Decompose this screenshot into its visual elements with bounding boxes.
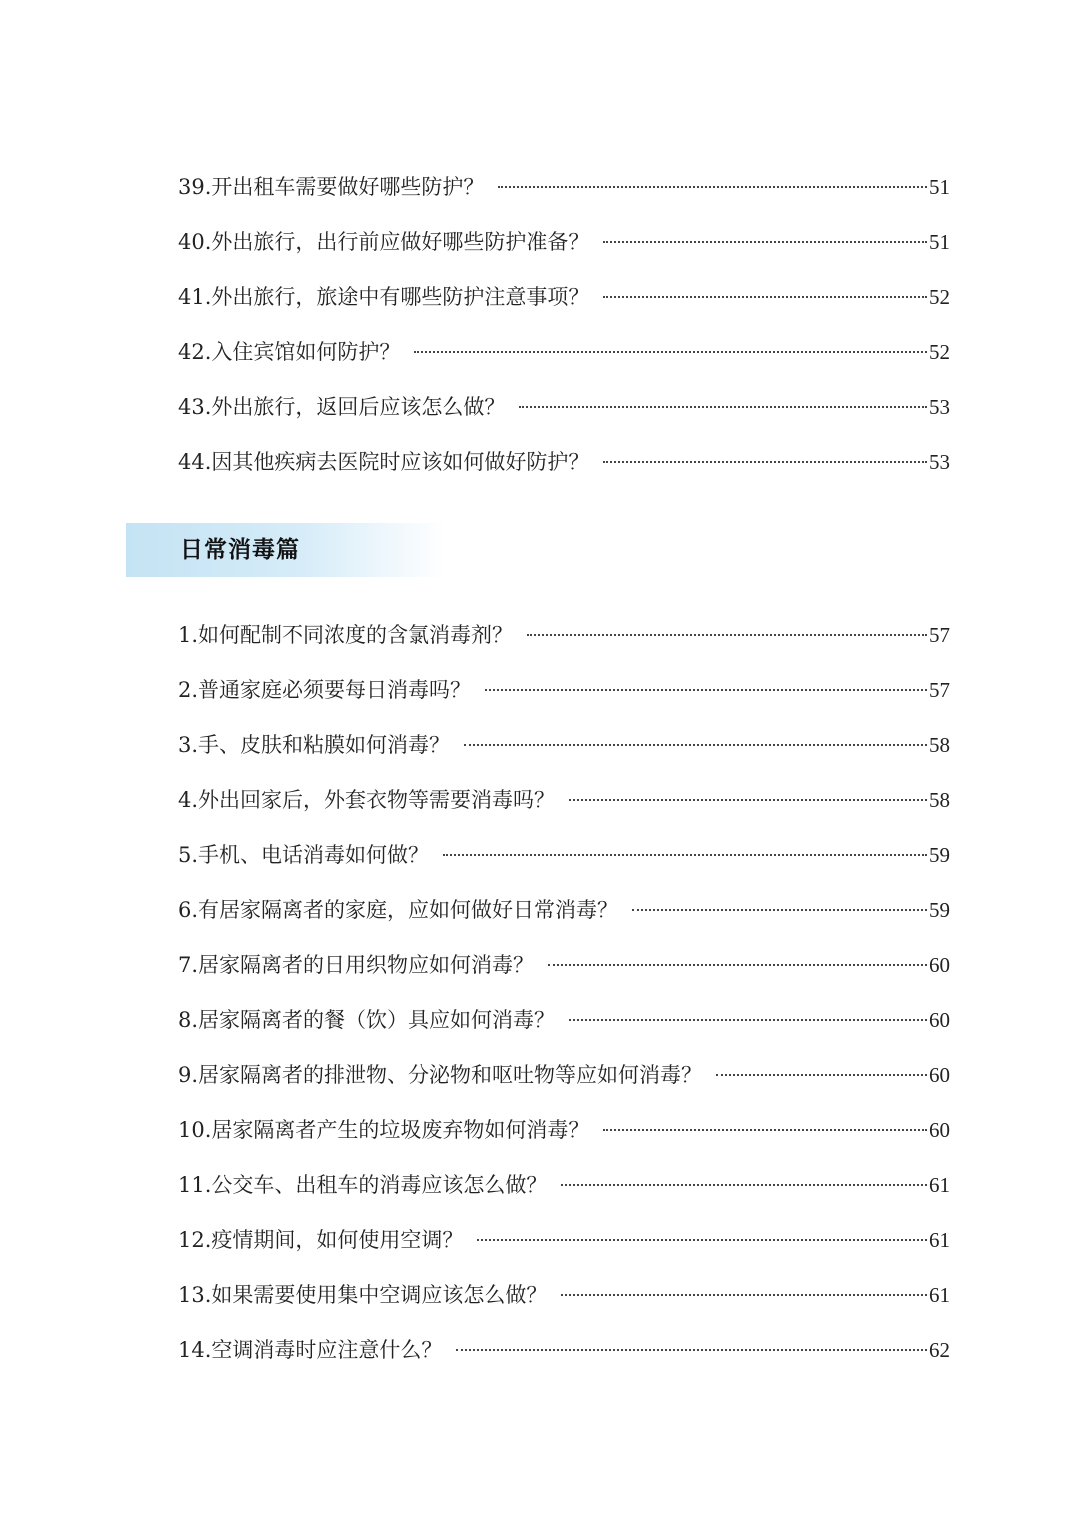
toc-entry[interactable]	[178, 608, 950, 663]
toc-entry-page-number: 60	[929, 1008, 950, 1032]
toc-entry[interactable]	[178, 828, 950, 883]
toc-entry-title: 2.普通家庭必须要每日消毒吗？	[178, 678, 472, 702]
section-banner	[126, 523, 446, 577]
toc-entry-page-number: 60	[929, 1118, 950, 1142]
toc-entry-title: 41.外出旅行，旅途中有哪些防护注意事项？	[178, 285, 590, 309]
toc-entry-page-number: 60	[929, 953, 950, 977]
dot-leader	[414, 351, 927, 353]
dot-leader	[477, 1239, 927, 1241]
toc-entry-page-number: 59	[929, 843, 950, 867]
toc-entry-page-number: 62	[929, 1338, 950, 1362]
toc-entry-page-number: 60	[929, 1063, 950, 1087]
toc-entry[interactable]	[178, 1213, 950, 1268]
dot-leader	[603, 241, 927, 243]
toc-entry-page-number: 57	[929, 678, 950, 702]
toc-entry-title: 42.入住宾馆如何防护？	[178, 340, 401, 364]
toc-entry-page-number: 51	[929, 230, 950, 254]
toc-entry-title: 44.因其他疾病去医院时应该如何做好防护？	[178, 450, 590, 474]
toc-list-continued	[178, 160, 950, 490]
toc-entry-page-number: 53	[929, 395, 950, 419]
toc-entry-title: 3.手、皮肤和粘膜如何消毒？	[178, 733, 451, 757]
dot-leader	[527, 634, 927, 636]
dot-leader	[548, 964, 927, 966]
toc-entry[interactable]	[178, 663, 950, 718]
toc-entry-title: 5.手机、电话消毒如何做？	[178, 843, 430, 867]
toc-entry[interactable]	[178, 938, 950, 993]
toc-entry-title: 43.外出旅行，返回后应该怎么做？	[178, 395, 506, 419]
dot-leader	[561, 1294, 927, 1296]
dot-leader	[498, 186, 927, 188]
toc-entry-title: 6.有居家隔离者的家庭，应如何做好日常消毒？	[178, 898, 619, 922]
dot-leader	[519, 406, 927, 408]
toc-entry[interactable]	[178, 1103, 950, 1158]
dot-leader	[443, 854, 927, 856]
toc-entry-page-number: 57	[929, 623, 950, 647]
toc-entry-title: 39.开出租车需要做好哪些防护？	[178, 175, 485, 199]
toc-entry-title: 11.公交车、出租车的消毒应该怎么做？	[178, 1173, 548, 1197]
toc-entry-page-number: 53	[929, 450, 950, 474]
toc-entry[interactable]	[178, 718, 950, 773]
toc-entry[interactable]	[178, 270, 950, 325]
dot-leader	[485, 689, 927, 691]
toc-entry-page-number: 51	[929, 175, 950, 199]
toc-entry-title: 40.外出旅行，出行前应做好哪些防护准备？	[178, 230, 590, 254]
dot-leader	[569, 1019, 927, 1021]
dot-leader	[716, 1074, 927, 1076]
toc-entry-title: 8.居家隔离者的餐（饮）具应如何消毒？	[178, 1008, 556, 1032]
toc-entry-title: 7.居家隔离者的日用织物应如何消毒？	[178, 953, 535, 977]
toc-entry-page-number: 61	[929, 1283, 950, 1307]
toc-entry[interactable]	[178, 1158, 950, 1213]
toc-entry[interactable]	[178, 435, 950, 490]
toc-entry-title: 1.如何配制不同浓度的含氯消毒剂？	[178, 623, 514, 647]
section-title: 日常消毒篇	[180, 537, 300, 563]
toc-entry-page-number: 61	[929, 1173, 950, 1197]
toc-entry[interactable]	[178, 380, 950, 435]
dot-leader	[603, 296, 927, 298]
dot-leader	[569, 799, 927, 801]
dot-leader	[632, 909, 927, 911]
dot-leader	[561, 1184, 927, 1186]
toc-entry-title: 13.如果需要使用集中空调应该怎么做？	[178, 1283, 548, 1307]
toc-entry-page-number: 59	[929, 898, 950, 922]
toc-entry[interactable]	[178, 993, 950, 1048]
toc-entry[interactable]	[178, 215, 950, 270]
toc-entry[interactable]	[178, 1268, 950, 1323]
toc-entry-title: 9.居家隔离者的排泄物、分泌物和呕吐物等应如何消毒？	[178, 1063, 703, 1087]
dot-leader	[603, 461, 927, 463]
toc-entry[interactable]	[178, 1048, 950, 1103]
dot-leader	[603, 1129, 927, 1131]
toc-entry[interactable]	[178, 773, 950, 828]
toc-entry[interactable]	[178, 883, 950, 938]
toc-entry-page-number: 61	[929, 1228, 950, 1252]
toc-list-daily-disinfection	[178, 608, 950, 1378]
toc-entry-page-number: 58	[929, 788, 950, 812]
toc-entry-title: 14.空调消毒时应注意什么？	[178, 1338, 443, 1362]
toc-entry-title: 12.疫情期间，如何使用空调？	[178, 1228, 464, 1252]
toc-entry[interactable]	[178, 160, 950, 215]
toc-entry[interactable]	[178, 325, 950, 380]
toc-entry[interactable]	[178, 1323, 950, 1378]
toc-entry-page-number: 52	[929, 340, 950, 364]
toc-entry-page-number: 52	[929, 285, 950, 309]
dot-leader	[464, 744, 927, 746]
toc-entry-page-number: 58	[929, 733, 950, 757]
toc-entry-title: 10.居家隔离者产生的垃圾废弃物如何消毒？	[178, 1118, 590, 1142]
dot-leader	[456, 1349, 927, 1351]
toc-entry-title: 4.外出回家后，外套衣物等需要消毒吗？	[178, 788, 556, 812]
